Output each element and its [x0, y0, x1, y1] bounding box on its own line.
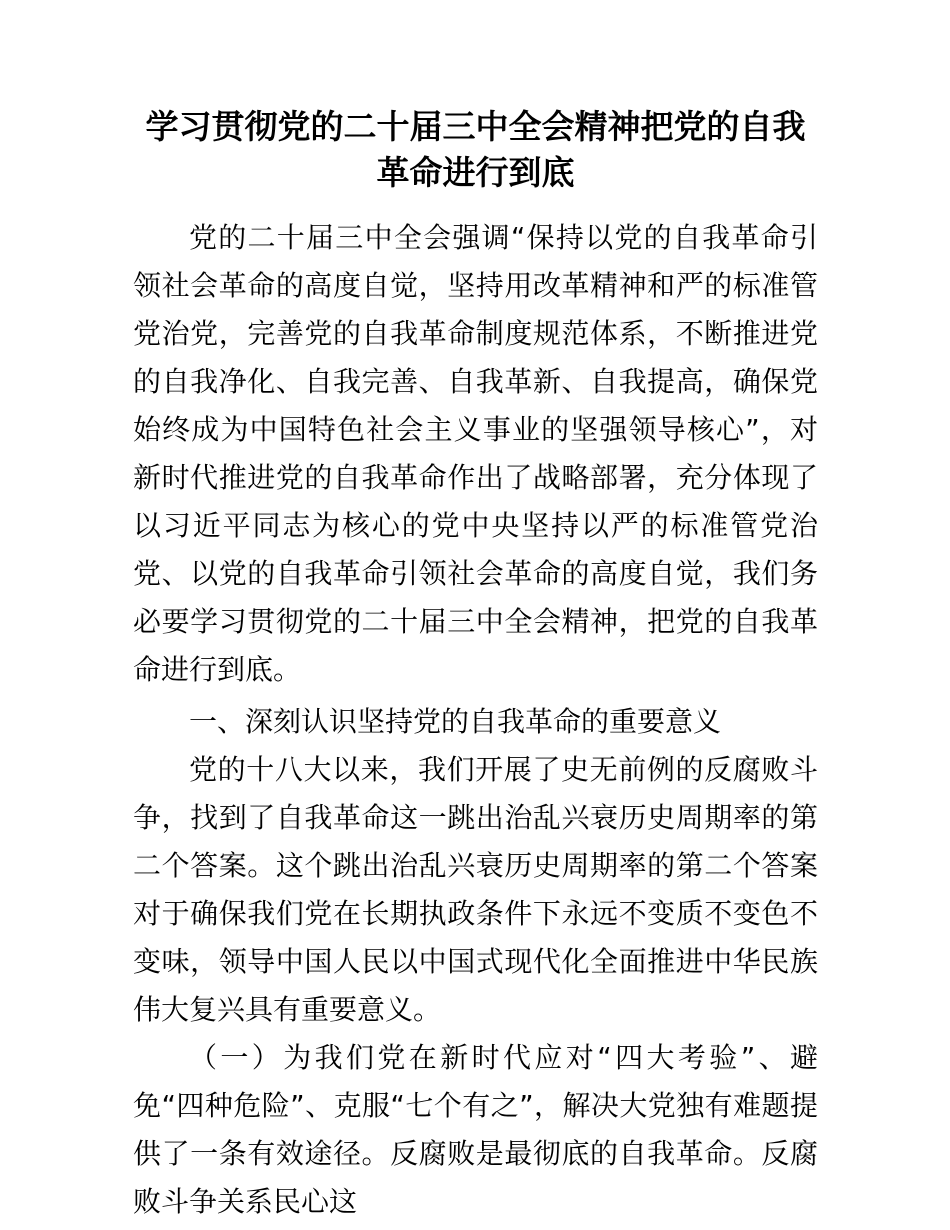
- paragraph-intro: 党的二十届三中全会强调“保持以党的自我革命引领社会革命的高度自觉，坚持用改革精神和严的标准管党治党，完善党的自我革命制度规范体系，不断推进党的自我净化、自我完善、自我革新、自我提高，确保党始终成为中国特色社会主义事业的坚强领导核心”，对新时代推进党的自我革命作出了战略部署，充分体现了以习近平同志为核心的党中央坚持以严的标准管党治党、以党的自我革命引领社会革命的高度自觉，我们务必要学习贯彻党的二十届三中全会精神，把党的自我革命进行到底。: [133, 221, 818, 686]
- paragraph-body-1: 党的十八大以来，我们开展了史无前例的反腐败斗争，找到了自我革命这一跳出治乱兴衰历史周期率的第二个答案。这个跳出治乱兴衰历史周期率的第二个答案对于确保我们党在长期执政条件下永远不变质不变色不变味，领导中国人民以中国式现代化全面推进中华民族伟大复兴具有重要意义。: [133, 753, 818, 1026]
- page-title: 学习贯彻党的二十届三中全会精神把党的自我革命进行到底: [145, 107, 806, 192]
- document-content: [133, 104, 818, 1226]
- section-heading-one: 一、深刻认识坚持党的自我革命的重要意义: [189, 705, 722, 738]
- paragraph-body-2: （一）为我们党在新时代应对“四大考验”、避免“四种危险”、克服“七个有之”，解决大党独有难题提供了一条有效途径。反腐败是最彻底的自我革命。反腐败斗争关系民心这: [133, 1041, 818, 1218]
